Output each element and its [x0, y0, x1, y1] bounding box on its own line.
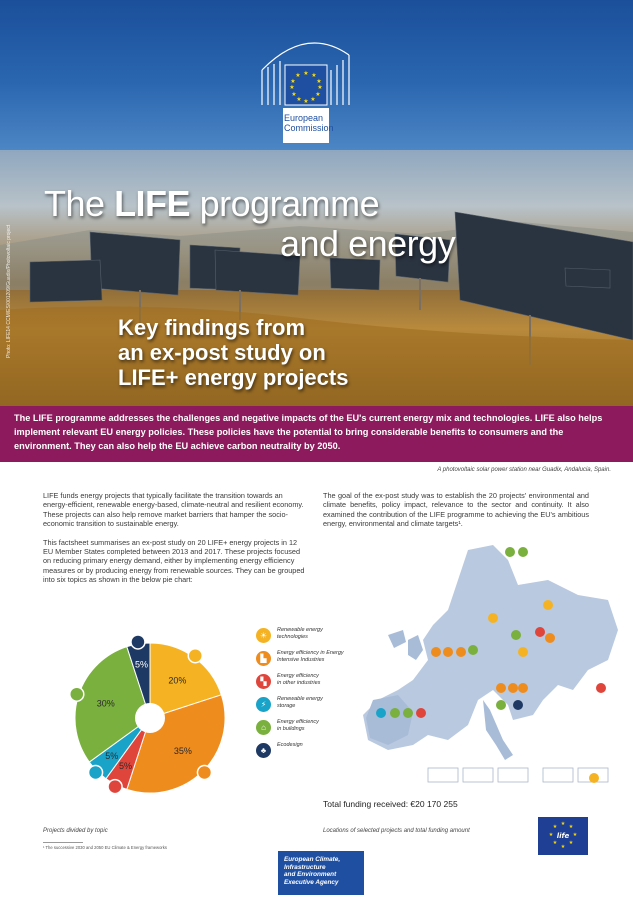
- photo-credit: Photo: LIFE14 CCM/ES/001209/Guadix/Photovoltaic project: [6, 224, 12, 358]
- factory-icon: ▙: [256, 651, 271, 666]
- life-programme-logo: [538, 817, 588, 855]
- svg-text:★: ★: [560, 844, 566, 850]
- pie-slice-label: 5%: [118, 761, 132, 772]
- map-inset-boxes: [428, 768, 608, 782]
- svg-text:★: ★: [289, 84, 295, 91]
- pie-slice-label: 35%: [173, 745, 192, 756]
- svg-text:★: ★: [568, 824, 574, 830]
- photo-caption: A photovoltaic solar power station near Guadix, Andalucia, Spain.: [437, 467, 611, 473]
- factory-icon: [197, 765, 211, 779]
- topic-pie-chart: [60, 628, 240, 808]
- europe-project-map: [318, 540, 628, 785]
- body-paragraph: LIFE funds energy projects that typically facilitate the transition towards an energy-efficient, renewable energy-based, climate-neutral and resilient economy. These projects can also help remove market barriers that hamper the socio-economic transition to sustainable energy.: [43, 491, 304, 529]
- svg-text:★: ★: [311, 72, 317, 79]
- footnote-divider: [43, 842, 83, 843]
- ecodesign-icon: [131, 635, 145, 649]
- left-column: [43, 491, 305, 594]
- total-funding: Total funding received: €20 170 255: [323, 799, 458, 809]
- svg-text:★: ★: [290, 78, 296, 85]
- svg-text:★: ★: [310, 96, 316, 103]
- body-paragraph: This factsheet summarises an ex-post study on 20 LIFE+ energy projects in 12 EU Member States completed between 2013 and 2017. These projects focused on reducing primary energy demand, either by implementing energy efficiency measures or by producing energy from renewable sources. They can be grouped into six topics as shown in the below pie chart:: [43, 537, 305, 585]
- hero-photo: [0, 150, 633, 406]
- sun-icon: ☀: [256, 628, 271, 643]
- legend-label: Energy efficiency in other industries: [277, 673, 321, 686]
- svg-text:★: ★: [303, 98, 309, 105]
- body-paragraph: The goal of the ex-post study was to establish the 20 projects' environmental and climate benefits, policy impact, relevance to the sector and continuity. It also examined the contribution of the LIFE programme to achieving the EU's ambitious energy, environmental and climate targets¹.: [323, 491, 589, 529]
- svg-text:★: ★: [568, 840, 574, 846]
- svg-text:★: ★: [296, 96, 302, 103]
- svg-text:★: ★: [548, 832, 554, 838]
- svg-text:life: life: [556, 832, 570, 840]
- legend-label: Energy efficiency in Energy Intensive Industries: [277, 650, 344, 663]
- header-banner: [0, 0, 633, 150]
- page-subtitle: Key findings from an ex-post study on LIFE+ energy projects: [118, 315, 349, 390]
- svg-text:★: ★: [552, 840, 558, 846]
- svg-text:★: ★: [572, 832, 578, 838]
- pie-slice-label: 5%: [135, 659, 149, 670]
- commission-label: European Commission: [284, 113, 334, 133]
- storage-icon: [89, 765, 103, 779]
- storage-icon: ⚡: [256, 697, 271, 712]
- svg-text:★: ★: [560, 821, 566, 827]
- other-industry-icon: [108, 780, 122, 794]
- ecodesign-icon: ♣: [256, 743, 271, 758]
- sun-icon: [188, 649, 202, 663]
- legend-label: Renewable energy technologies: [277, 627, 323, 640]
- other-industry-icon: ▚: [256, 674, 271, 689]
- pie-caption: Projects divided by topic: [43, 828, 108, 834]
- page-title: The LIFE programme and energy: [44, 183, 456, 264]
- map-caption: Locations of selected projects and total funding amount: [323, 828, 470, 834]
- pie-slice-label: 30%: [96, 698, 115, 709]
- svg-text:★: ★: [552, 824, 558, 830]
- footnote: ¹ The successive 2030 and 2050 EU Climate & Energy frameworks: [43, 845, 167, 850]
- legend-label: Renewable energy storage: [277, 696, 323, 709]
- pie-slice-label: 5%: [105, 751, 119, 762]
- legend-label: Energy efficiency in buildings: [277, 719, 319, 732]
- building-icon: [70, 687, 84, 701]
- right-column: [323, 491, 589, 538]
- cinea-logo: European Climate, Infrastructure and Environment Executive Agency: [278, 851, 364, 895]
- intro-band: The LIFE programme addresses the challenges and negative impacts of the EU's current energy mix and technologies. LIFE also helps implement relevant EU energy policies. These policies have the potential to bring considerable benefits to consumers and the environment. They can also help the EU achieve carbon neutrality by 2050.: [0, 406, 633, 462]
- pie-slice-label: 20%: [168, 675, 187, 686]
- svg-text:★: ★: [295, 72, 301, 79]
- legend-label: Ecodesign: [277, 742, 303, 748]
- svg-text:★: ★: [317, 84, 323, 91]
- svg-text:★: ★: [316, 78, 322, 85]
- svg-text:★: ★: [303, 70, 309, 77]
- svg-text:★: ★: [291, 91, 297, 98]
- pie-center-hole: [135, 703, 165, 733]
- svg-text:★: ★: [315, 91, 321, 98]
- building-icon: ⌂: [256, 720, 271, 735]
